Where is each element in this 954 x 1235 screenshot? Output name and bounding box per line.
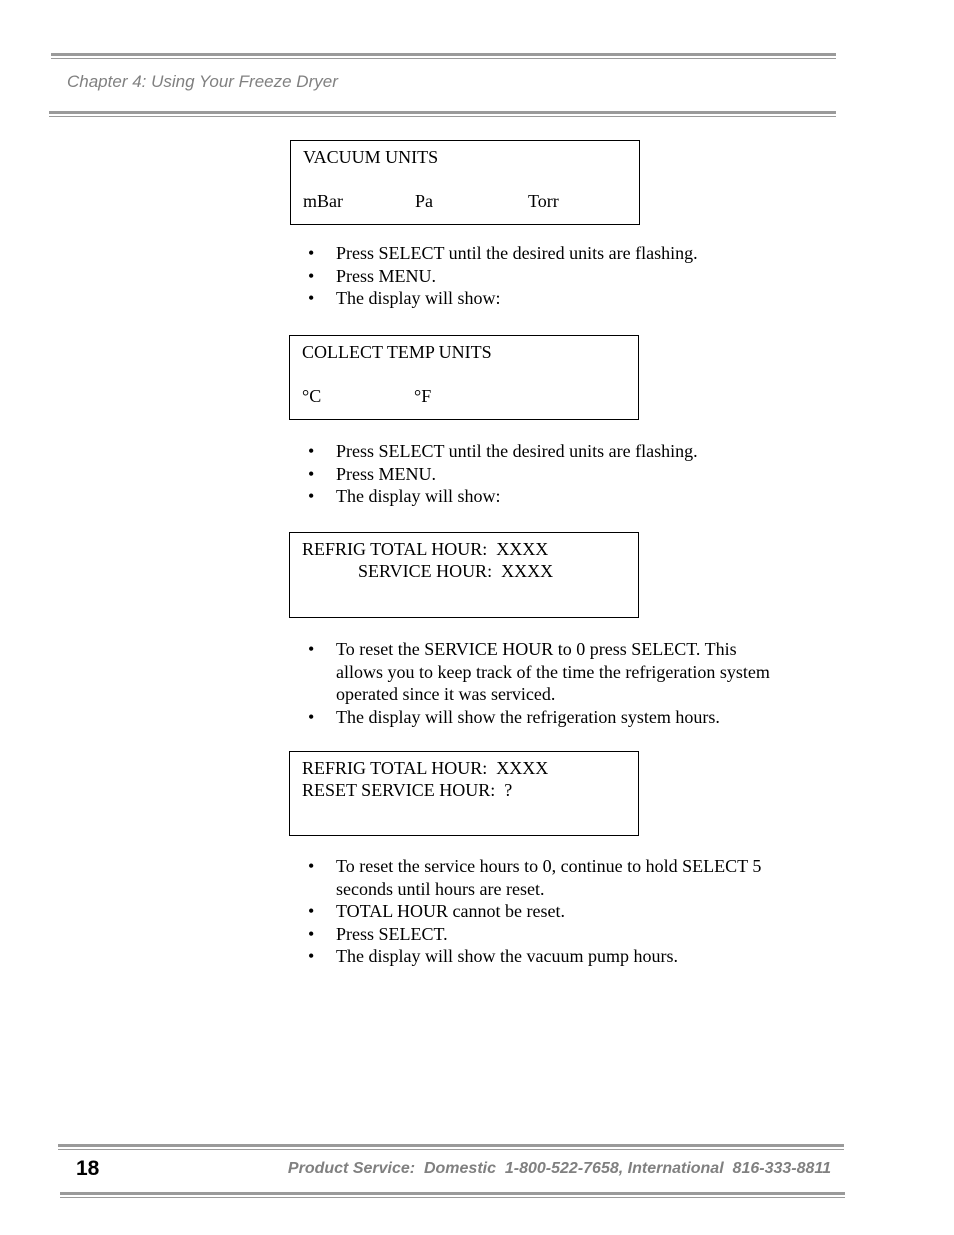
option-celsius: °C bbox=[302, 386, 322, 406]
page-number: 18 bbox=[76, 1157, 100, 1180]
display-line-total-hour: REFRIG TOTAL HOUR: XXXX bbox=[302, 539, 549, 559]
display-title: VACUUM UNITS bbox=[303, 147, 439, 167]
list-item: • The display will show: bbox=[308, 486, 501, 506]
instructions-after-vacuum bbox=[304, 242, 784, 310]
display-title: COLLECT TEMP UNITS bbox=[302, 342, 492, 362]
option-mbar: mBar bbox=[303, 191, 343, 211]
list-item: • TOTAL HOUR cannot be reset. bbox=[308, 901, 565, 921]
chapter-title: Chapter 4: Using Your Freeze Dryer bbox=[67, 72, 338, 91]
option-fahrenheit: °F bbox=[414, 386, 432, 406]
instructions-after-refrig bbox=[304, 638, 774, 728]
list-item: • The display will show the refrigeration system hours. bbox=[308, 706, 720, 727]
display-line-total-hour: REFRIG TOTAL HOUR: XXXX bbox=[302, 758, 549, 778]
list-item: • The display will show the vacuum pump hours. bbox=[308, 946, 678, 966]
list-item: • To reset the SERVICE HOUR to 0 press SELECT. This allows you to keep track of the time the refrigeration system operated since it was serviced. bbox=[308, 639, 770, 704]
header-bottom-rule bbox=[49, 111, 836, 117]
footer-top-rule bbox=[58, 1144, 844, 1150]
list-item: • The display will show: bbox=[308, 288, 501, 308]
option-torr: Torr bbox=[528, 191, 559, 211]
list-item: • Press MENU. bbox=[308, 463, 437, 484]
display-line-reset-service: RESET SERVICE HOUR: ? bbox=[302, 780, 513, 800]
display-vacuum-units bbox=[290, 140, 640, 225]
display-collect-temp-units bbox=[289, 335, 639, 420]
list-item: • Press SELECT until the desired units are flashing. bbox=[308, 441, 698, 461]
display-line-service-hour: SERVICE HOUR: XXXX bbox=[358, 561, 554, 581]
footer-bottom-rule bbox=[60, 1192, 845, 1198]
list-item: • To reset the service hours to 0, continue to hold SELECT 5 seconds until hours are reset. bbox=[308, 856, 762, 899]
option-pa: Pa bbox=[415, 191, 433, 211]
display-reset-service-hour bbox=[289, 751, 639, 836]
product-service-contact: Product Service: Domestic 1-800-522-7658, International 816-333-8811 bbox=[287, 1160, 831, 1177]
header-top-rule bbox=[51, 53, 836, 59]
list-item: • Press MENU. bbox=[308, 265, 437, 286]
instructions-after-reset bbox=[304, 855, 784, 968]
instructions-after-collect bbox=[304, 440, 784, 508]
list-item: • Press SELECT until the desired units are flashing. bbox=[308, 243, 698, 263]
list-item: • Press SELECT. bbox=[308, 923, 448, 944]
display-refrig-hours bbox=[289, 532, 639, 618]
